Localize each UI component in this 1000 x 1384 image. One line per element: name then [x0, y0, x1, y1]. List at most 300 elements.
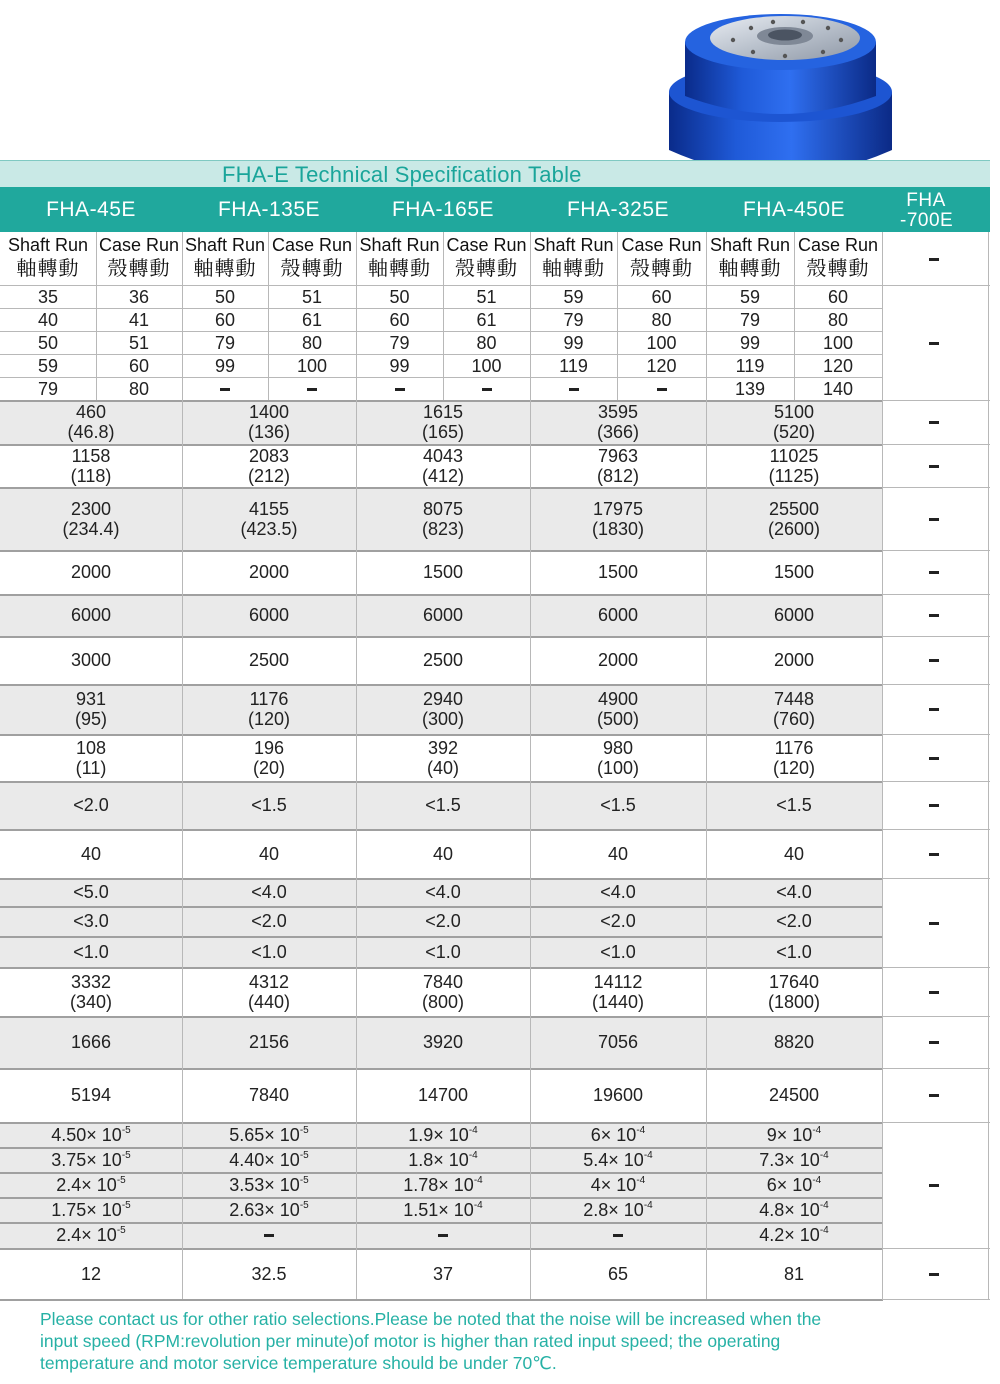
cell-value: 5100 — [773, 402, 815, 422]
cell-value: 2156 — [248, 1032, 290, 1052]
column-divider — [706, 232, 707, 400]
cell-value: 17975 — [592, 498, 644, 519]
cell-value: 50 — [389, 286, 410, 307]
cell-value: (100) — [596, 757, 640, 778]
spec-cell — [706, 844, 882, 864]
right-column-divider-h — [882, 829, 990, 830]
subheader-case-run — [445, 234, 528, 280]
spec-cell — [356, 446, 530, 486]
ratio-cell — [356, 356, 443, 376]
spec-cell — [530, 446, 706, 486]
inertia-cell — [532, 1125, 704, 1145]
cell-value: (440) — [247, 991, 291, 1012]
row-divider — [0, 684, 883, 686]
inertia-cell — [708, 1200, 880, 1220]
spec-cell — [706, 499, 882, 539]
cell-value: 79 — [389, 332, 410, 353]
cell-value: <4.0 — [600, 882, 636, 902]
cell-value: <4.0 — [251, 882, 287, 902]
cell-value: 32.5 — [251, 1263, 287, 1284]
cell-value: 36 — [128, 286, 150, 307]
subheader-en: Case Run — [797, 235, 879, 255]
cell-value: (1830) — [591, 518, 645, 539]
dash-mark — [929, 659, 939, 662]
cell-value: (423.5) — [240, 518, 298, 539]
right-column-divider-h — [882, 684, 990, 685]
backlash-cell — [706, 911, 882, 931]
subheader-zh: 軸轉動 — [368, 258, 431, 280]
inertia-exponent: -5 — [299, 1149, 309, 1161]
cell-value: 81 — [783, 1263, 805, 1284]
cell-value: 51 — [301, 286, 323, 307]
cell-value: 139 — [734, 378, 766, 399]
cell-value: (234.4) — [62, 518, 120, 539]
cell-value: 2000 — [773, 650, 815, 670]
model-header-fha-45e: FHA-45E — [46, 198, 136, 221]
cell-value: 3920 — [422, 1032, 464, 1052]
dash-mark — [613, 1234, 623, 1237]
spec-cell — [0, 446, 182, 486]
right-column-divider-h — [882, 594, 990, 595]
column-divider — [706, 400, 707, 1299]
cell-value: (95) — [74, 709, 107, 729]
spec-cell — [706, 605, 882, 625]
cell-value: (120) — [247, 709, 291, 729]
row-divider — [0, 1147, 883, 1149]
spec-cell — [0, 795, 182, 815]
cell-value: 99 — [563, 332, 584, 353]
spec-cell — [182, 689, 356, 729]
spec-cell — [356, 689, 530, 729]
inertia-base: 1.9× 10 — [408, 1124, 469, 1145]
dash-mark — [929, 518, 939, 521]
cell-value: 119 — [735, 355, 765, 376]
column-divider — [356, 232, 357, 400]
row-divider — [0, 829, 883, 831]
weight-cell — [530, 1264, 706, 1284]
spec-cell — [182, 499, 356, 539]
spec-cell — [0, 844, 182, 864]
subheader-zh: 殼轉動 — [455, 258, 518, 280]
inertia-exponent: -5 — [116, 1174, 126, 1186]
cell-value: 1666 — [70, 1032, 112, 1052]
cell-value: <1.0 — [73, 941, 109, 962]
cell-value: 60 — [389, 309, 410, 330]
column-divider — [530, 400, 531, 1299]
column-divider — [182, 232, 183, 400]
cell-value: <1.5 — [600, 795, 636, 815]
inertia-base: 2.4× 10 — [56, 1225, 117, 1245]
row-divider — [0, 967, 883, 969]
inertia-cell — [358, 1125, 528, 1145]
cell-value: (366) — [596, 422, 640, 442]
model-header-row — [0, 187, 990, 232]
ratio-cell — [794, 333, 882, 353]
right-column-divider-h — [882, 1122, 990, 1123]
inertia-cell — [532, 1175, 704, 1195]
spec-cell — [182, 795, 356, 815]
row-divider — [0, 594, 883, 596]
inertia-exponent: -4 — [819, 1225, 829, 1236]
ratio-cell — [617, 287, 706, 307]
cell-value: 2000 — [248, 562, 290, 582]
subheader-zh: 殼轉動 — [630, 258, 693, 280]
ratio-cell — [530, 310, 617, 330]
row-divider — [0, 550, 883, 552]
table-title: FHA-E Technical Specification Table — [222, 162, 582, 187]
stiffness-cell — [356, 1085, 530, 1105]
stiffness-cell — [0, 972, 182, 1012]
spec-cell — [706, 402, 882, 442]
cell-value: 980 — [602, 737, 634, 758]
spec-cell — [0, 402, 182, 442]
inertia-base: 6× 10 — [766, 1174, 813, 1195]
cell-value: (1125) — [768, 465, 820, 486]
spec-cell — [356, 650, 530, 670]
ratio-cell — [96, 379, 182, 399]
spec-cell — [706, 689, 882, 729]
cell-value: 14700 — [417, 1085, 469, 1105]
column-divider — [794, 232, 795, 400]
spec-cell — [530, 844, 706, 864]
ratio-cell — [182, 287, 268, 307]
inertia-base: 9× 10 — [766, 1124, 813, 1145]
inertia-cell — [358, 1225, 528, 1245]
cell-value: 140 — [822, 378, 854, 399]
inertia-base: 7.3× 10 — [759, 1149, 820, 1170]
dash-mark — [657, 388, 667, 391]
ratio-cell — [617, 310, 706, 330]
row-divider — [0, 781, 883, 783]
spec-cell — [706, 446, 882, 486]
subheader-shaft-run — [708, 234, 792, 280]
cell-value: 7840 — [248, 1085, 290, 1105]
inertia-cell — [2, 1175, 180, 1195]
stiffness-cell — [0, 1085, 182, 1105]
dash-mark — [929, 804, 939, 807]
ratio-cell — [0, 333, 96, 353]
inertia-exponent: -4 — [636, 1124, 646, 1136]
cell-value: 6000 — [248, 605, 290, 625]
cell-value: 50 — [214, 286, 236, 307]
ratio-cell — [530, 356, 617, 376]
model-header-fha-325e: FHA-325E — [566, 198, 670, 221]
cell-value: 60 — [214, 309, 236, 330]
cell-value: 61 — [476, 309, 497, 330]
spec-cell — [0, 650, 182, 670]
row-divider — [0, 878, 883, 880]
cell-value: 59 — [563, 286, 584, 307]
ratio-cell — [530, 333, 617, 353]
row-divider — [0, 1122, 883, 1124]
inertia-cell — [708, 1125, 880, 1145]
cell-value: 7963 — [597, 445, 639, 466]
right-column-divider-h — [882, 1068, 990, 1069]
backlash-cell — [530, 942, 706, 962]
subheader-case-run — [619, 234, 704, 280]
cell-value: 50 — [37, 332, 59, 353]
inertia-base: 2.63× 10 — [229, 1199, 300, 1220]
ratio-cell — [182, 356, 268, 376]
cell-value: 99 — [739, 332, 761, 353]
cell-value: 2083 — [248, 445, 290, 466]
backlash-cell — [356, 911, 530, 931]
inertia-exponent: -4 — [819, 1199, 829, 1211]
row-divider — [0, 1172, 883, 1174]
stiffness-cell — [530, 1085, 706, 1105]
cell-value: 79 — [739, 309, 761, 330]
cell-value: 40 — [37, 309, 59, 330]
inertia-cell — [358, 1175, 528, 1195]
row-divider — [0, 354, 883, 355]
dash-mark — [929, 708, 939, 711]
spec-cell — [530, 689, 706, 729]
row-divider — [0, 1016, 883, 1018]
subheader-zh: 殼轉動 — [806, 258, 870, 280]
spec-cell — [356, 738, 530, 778]
ratio-cell — [443, 356, 530, 376]
cell-value: 80 — [476, 332, 497, 353]
right-column-divider — [882, 232, 883, 1299]
ratio-cell — [443, 310, 530, 330]
cell-value: (118) — [70, 465, 112, 486]
stiffness-cell — [706, 1032, 882, 1052]
spec-cell — [182, 650, 356, 670]
ratio-cell — [706, 287, 794, 307]
right-column-divider-h — [882, 967, 990, 968]
table-title-band — [0, 160, 990, 188]
right-column-divider-h — [882, 636, 990, 637]
inertia-exponent: -4 — [643, 1149, 653, 1161]
ratio-cell — [617, 333, 706, 353]
cell-value: 59 — [37, 355, 59, 376]
cell-value: 1176 — [249, 689, 289, 709]
row-divider — [0, 1197, 883, 1199]
inertia-exponent: -4 — [468, 1124, 478, 1136]
cell-value: 5194 — [70, 1085, 112, 1105]
stiffness-cell — [182, 1085, 356, 1105]
subheader-en: Case Run — [98, 235, 180, 255]
model-header-fha-450e: FHA-450E — [742, 198, 846, 221]
ratio-cell — [268, 379, 356, 399]
ratio-cell — [530, 379, 617, 399]
dash-mark — [929, 1041, 939, 1044]
column-divider — [182, 400, 183, 1299]
cell-value: 931 — [75, 689, 107, 709]
cell-value: 40 — [607, 843, 629, 864]
cell-value: 7840 — [422, 971, 464, 992]
cell-value: <2.0 — [425, 911, 461, 931]
weight-cell — [0, 1264, 182, 1284]
cell-value: 4043 — [422, 445, 464, 466]
cell-value: 40 — [80, 843, 102, 864]
cell-value: 51 — [128, 332, 150, 353]
cell-value: 65 — [607, 1263, 629, 1284]
inertia-base: 4.50× 10 — [51, 1124, 122, 1145]
spec-table — [0, 232, 990, 1299]
cell-value: 4312 — [248, 971, 290, 992]
inertia-base: 1.51× 10 — [403, 1199, 474, 1220]
spec-cell — [706, 738, 882, 778]
inertia-base: 5.4× 10 — [583, 1149, 644, 1170]
cell-value: <1.5 — [251, 795, 287, 815]
cell-value: 119 — [559, 355, 588, 376]
inertia-exponent: -5 — [121, 1149, 131, 1161]
weight-cell — [356, 1264, 530, 1284]
cell-value: 99 — [214, 355, 236, 376]
spec-cell — [530, 738, 706, 778]
subheader-zh: 軸轉動 — [193, 258, 257, 280]
inertia-base: 2.8× 10 — [583, 1199, 644, 1220]
spec-cell — [0, 605, 182, 625]
right-column-divider-h — [882, 1016, 990, 1017]
subheader-zh: 軸轉動 — [16, 258, 80, 280]
inertia-cell — [532, 1200, 704, 1220]
inertia-base: 4.8× 10 — [759, 1199, 820, 1220]
backlash-cell — [0, 911, 182, 931]
cell-value: 99 — [389, 355, 410, 376]
cell-value: (2600) — [767, 518, 821, 539]
ratio-cell — [706, 333, 794, 353]
dash-mark — [569, 388, 579, 391]
row-divider — [0, 1299, 883, 1301]
ratio-cell — [530, 287, 617, 307]
subheader-zh: 軸轉動 — [542, 258, 605, 280]
column-divider — [617, 232, 618, 400]
cell-value: (1800) — [767, 991, 821, 1012]
inertia-cell — [184, 1175, 354, 1195]
cell-value: 8075 — [422, 498, 464, 519]
spec-cell — [356, 795, 530, 815]
right-column-divider-h — [882, 550, 990, 551]
spec-cell — [356, 844, 530, 864]
inertia-cell — [358, 1200, 528, 1220]
cell-value: 14112 — [593, 971, 643, 992]
column-divider — [96, 232, 97, 400]
ratio-cell — [0, 356, 96, 376]
cell-value: 60 — [827, 286, 849, 307]
cell-value: (20) — [252, 757, 285, 778]
cell-value: <2.0 — [600, 911, 636, 931]
cell-value: 2000 — [70, 562, 112, 582]
column-divider — [268, 232, 269, 400]
cell-value: 1176 — [774, 737, 814, 758]
ratio-cell — [794, 287, 882, 307]
stiffness-cell — [182, 972, 356, 1012]
cell-value: (812) — [596, 465, 640, 486]
table-right-border — [988, 232, 989, 1299]
right-column-divider-h — [882, 1299, 990, 1300]
ratio-cell — [96, 356, 182, 376]
inertia-exponent: -4 — [643, 1199, 653, 1211]
inertia-base: 3.75× 10 — [51, 1149, 122, 1170]
cell-value: (760) — [772, 709, 816, 729]
ratio-cell — [794, 310, 882, 330]
footnote-line: Please contact us for other ratio selections.Please be noted that the noise will be increased when the — [40, 1309, 822, 1329]
row-divider — [0, 331, 883, 332]
cell-value: 196 — [253, 737, 285, 758]
row-divider — [0, 734, 883, 736]
row-divider — [0, 444, 883, 446]
dash-mark — [929, 1094, 939, 1097]
inertia-base: 4.2× 10 — [759, 1225, 820, 1245]
cell-value: (212) — [247, 465, 291, 486]
inertia-exponent: -5 — [299, 1199, 309, 1211]
cell-value: 2500 — [422, 650, 464, 670]
dash-mark — [929, 258, 939, 261]
column-divider — [356, 400, 357, 1299]
inertia-cell — [708, 1150, 880, 1170]
spec-cell — [706, 562, 882, 582]
cell-value: 41 — [128, 309, 150, 330]
cell-value: 40 — [432, 843, 454, 864]
cell-value: <5.0 — [73, 882, 109, 902]
cell-value: 3000 — [70, 650, 112, 670]
cell-value: (340) — [69, 991, 113, 1012]
cell-value: 79 — [37, 378, 59, 399]
ratio-cell — [443, 333, 530, 353]
stiffness-cell — [182, 1032, 356, 1052]
subheader-zh: 殼轉動 — [280, 258, 344, 280]
backlash-cell — [706, 882, 882, 902]
cell-value: <2.0 — [73, 795, 109, 815]
cell-value: 80 — [651, 309, 672, 330]
row-divider — [0, 636, 883, 638]
stiffness-cell — [530, 1032, 706, 1052]
cell-value: 120 — [646, 355, 677, 376]
inertia-cell — [2, 1225, 180, 1245]
spec-cell — [530, 402, 706, 442]
inertia-base: 1.8× 10 — [408, 1149, 469, 1170]
cell-value: (800) — [421, 991, 465, 1012]
cell-value: 12 — [80, 1263, 102, 1284]
cell-value: (120) — [772, 757, 816, 778]
subheader-en: Shaft Run — [709, 235, 791, 255]
spec-cell — [182, 605, 356, 625]
dash-mark — [307, 388, 317, 391]
inertia-cell — [532, 1225, 704, 1245]
cell-value: 6000 — [597, 605, 639, 625]
inertia-cell — [532, 1150, 704, 1170]
ratio-cell — [182, 333, 268, 353]
cell-value: 37 — [432, 1263, 454, 1284]
cell-value: 51 — [476, 286, 497, 307]
spec-cell — [530, 499, 706, 539]
inertia-cell — [184, 1125, 354, 1145]
spec-cell — [0, 689, 182, 729]
inertia-exponent: -5 — [299, 1174, 309, 1186]
cell-value: 80 — [301, 332, 323, 353]
ratio-cell — [268, 333, 356, 353]
ratio-cell — [443, 287, 530, 307]
inertia-base: 1.75× 10 — [51, 1199, 122, 1220]
cell-value: (1440) — [591, 991, 645, 1012]
backlash-cell — [530, 882, 706, 902]
cell-value: <1.0 — [600, 941, 636, 962]
cell-value: 11025 — [769, 445, 819, 466]
cell-value: 100 — [822, 332, 854, 353]
cell-value: (165) — [421, 422, 465, 442]
spec-cell — [530, 562, 706, 582]
cell-value: 60 — [651, 286, 672, 307]
cell-value: 2000 — [597, 650, 639, 670]
inertia-cell — [184, 1200, 354, 1220]
cell-value: 19600 — [592, 1085, 644, 1105]
row-divider — [0, 285, 883, 286]
ratio-cell — [443, 379, 530, 399]
inertia-exponent: -4 — [473, 1174, 483, 1186]
ratio-cell — [182, 310, 268, 330]
